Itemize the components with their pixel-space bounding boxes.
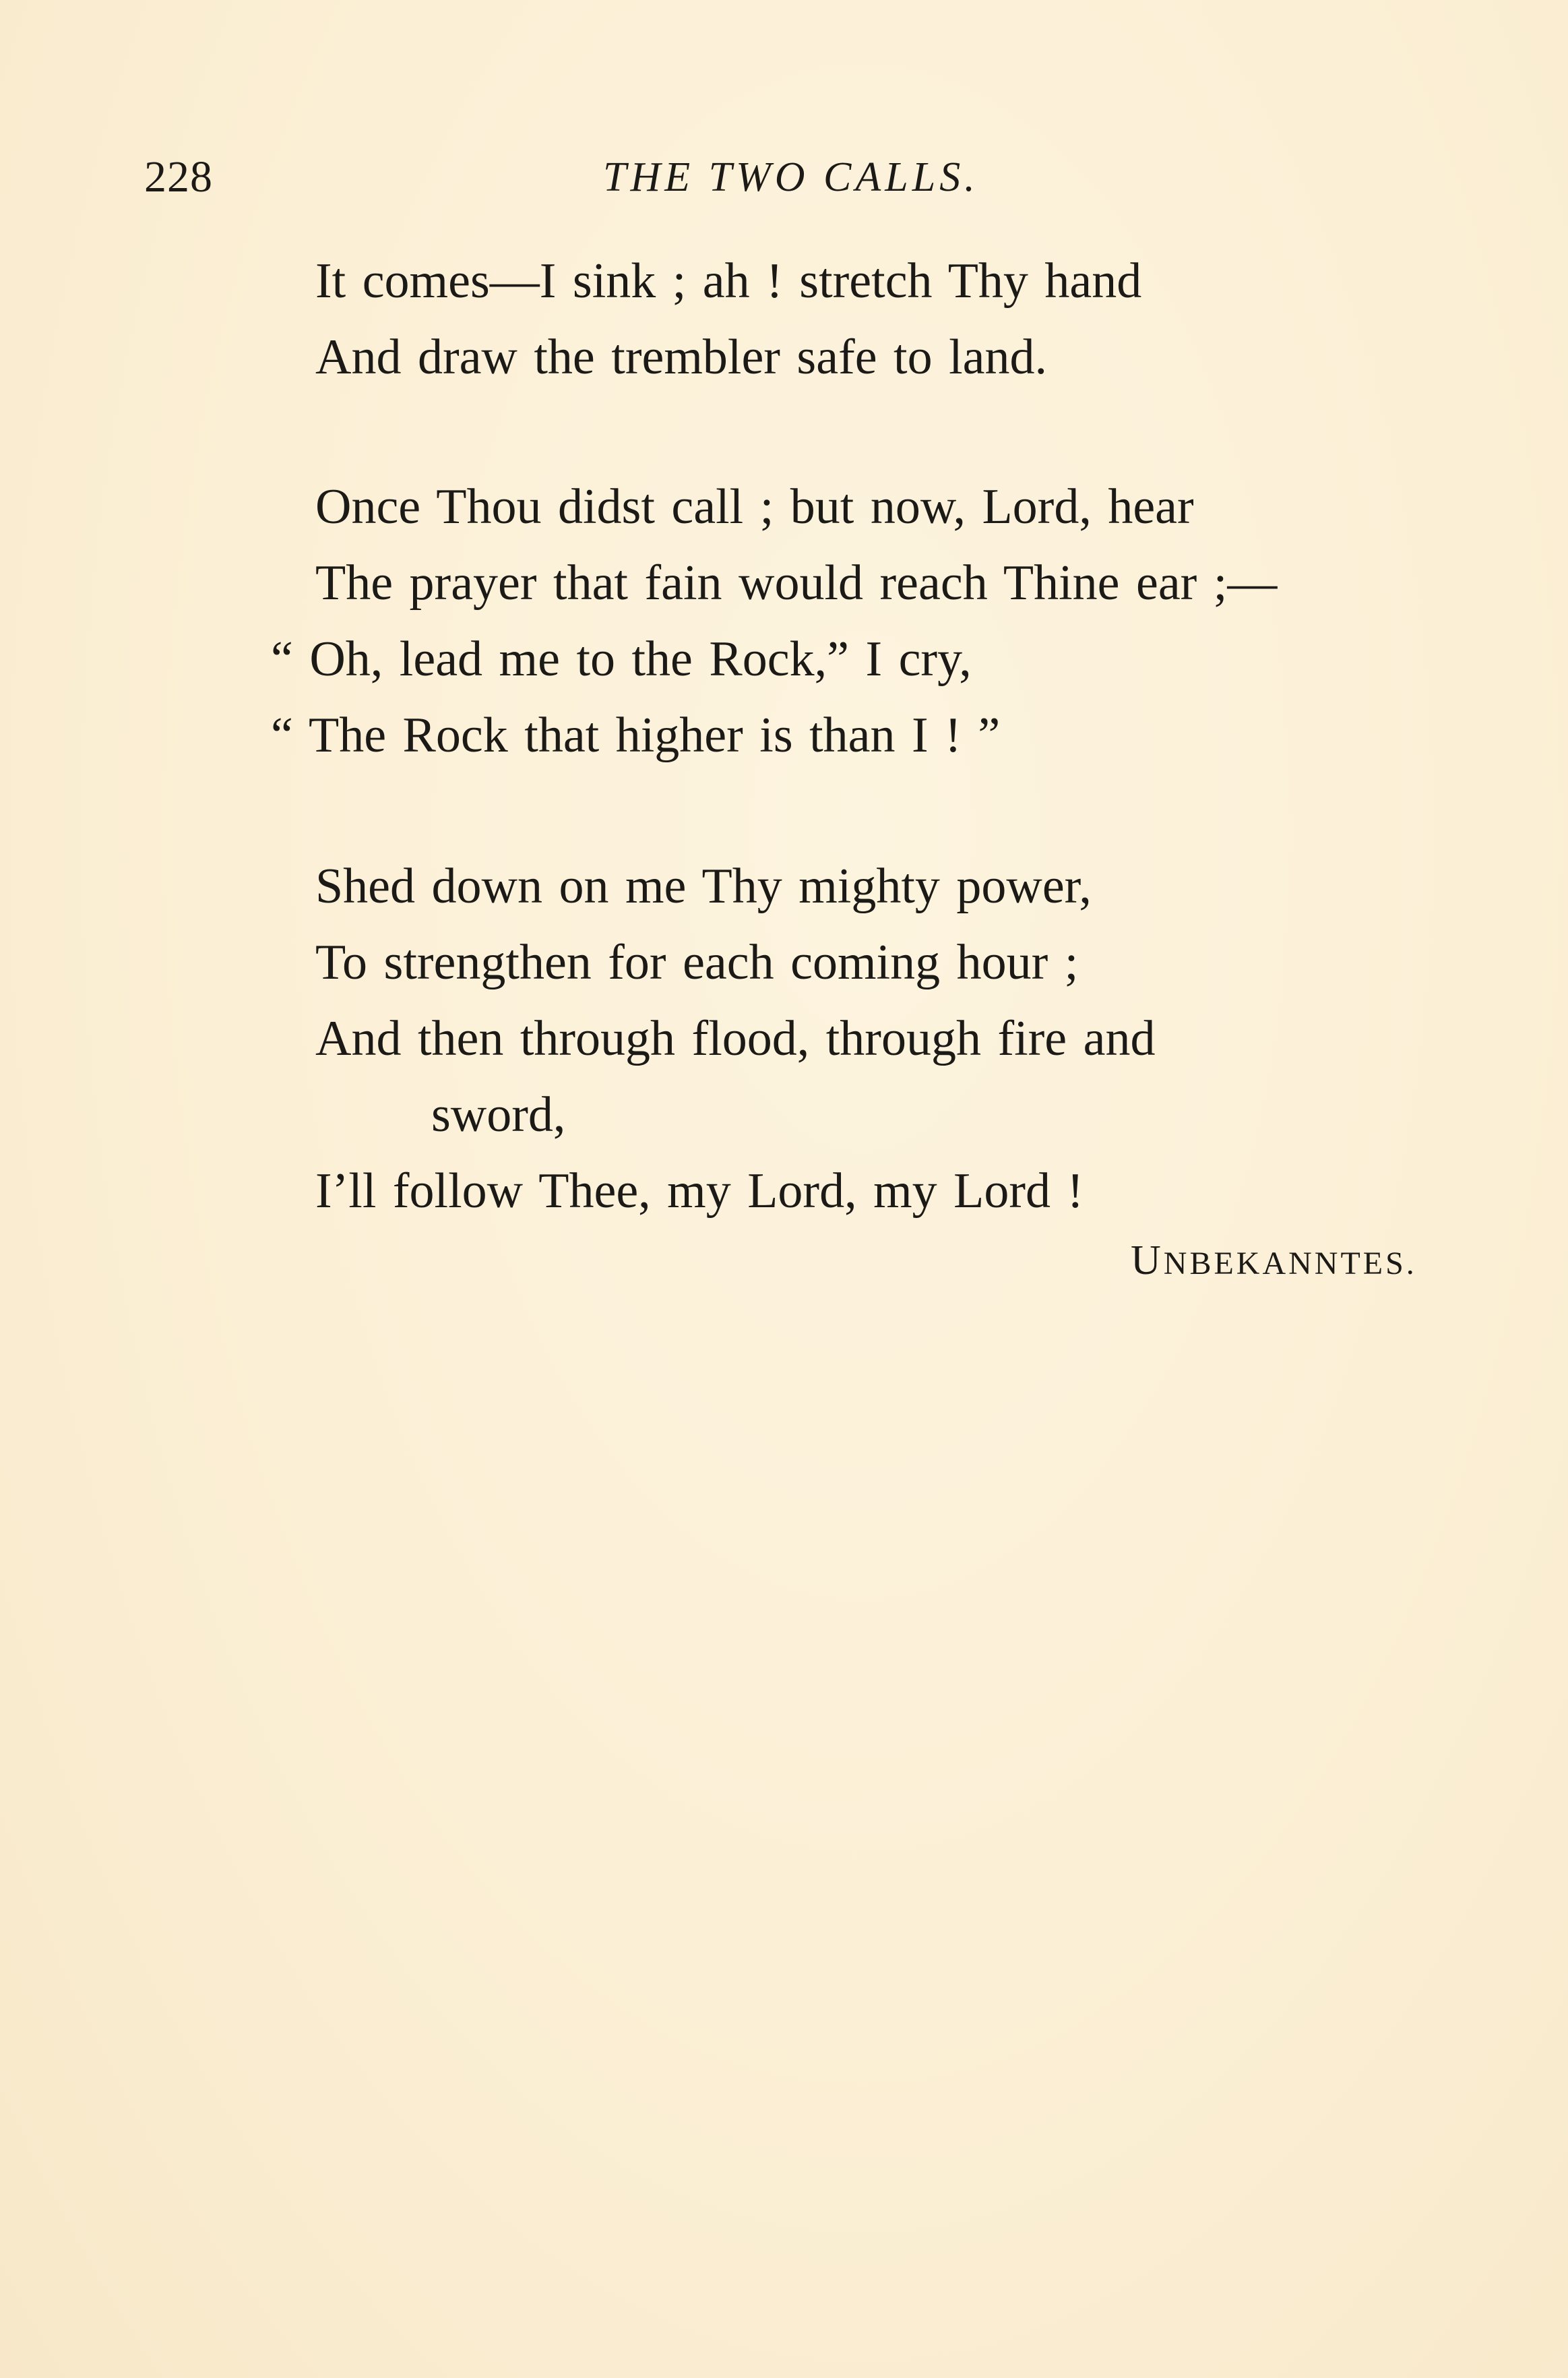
poem-line: To strengthen for each coming hour ; <box>315 935 1079 990</box>
attribution <box>1131 1237 1417 1287</box>
poem-line: The prayer that fain would reach Thine ear ;— <box>315 555 1278 611</box>
poem-line: Once Thou didst call ; but now, Lord, hear <box>315 479 1194 535</box>
poem-line: “ Oh, lead me to the Rock,” I cry, <box>271 632 972 687</box>
attribution-initial: U <box>1131 1238 1164 1283</box>
poem-line: Shed down on me Thy mighty power, <box>315 859 1092 914</box>
poem-line: “ The Rock that higher is than I ! ” <box>271 708 1001 763</box>
poem-line: And draw the trembler safe to land. <box>315 330 1048 385</box>
poem-line: sword, <box>431 1087 566 1142</box>
poem-line: And then through flood, through fire and <box>315 1011 1156 1066</box>
poem-line: It comes—I sink ; ah ! stretch Thy hand <box>315 253 1142 309</box>
page-number: 228 <box>144 152 213 202</box>
page-header <box>0 147 1568 208</box>
poem-line: I’ll follow Thee, my Lord, my Lord ! <box>315 1163 1084 1219</box>
attribution-rest: NBEKANNTES. <box>1163 1246 1417 1281</box>
running-title: THE TWO CALLS. <box>603 154 979 200</box>
